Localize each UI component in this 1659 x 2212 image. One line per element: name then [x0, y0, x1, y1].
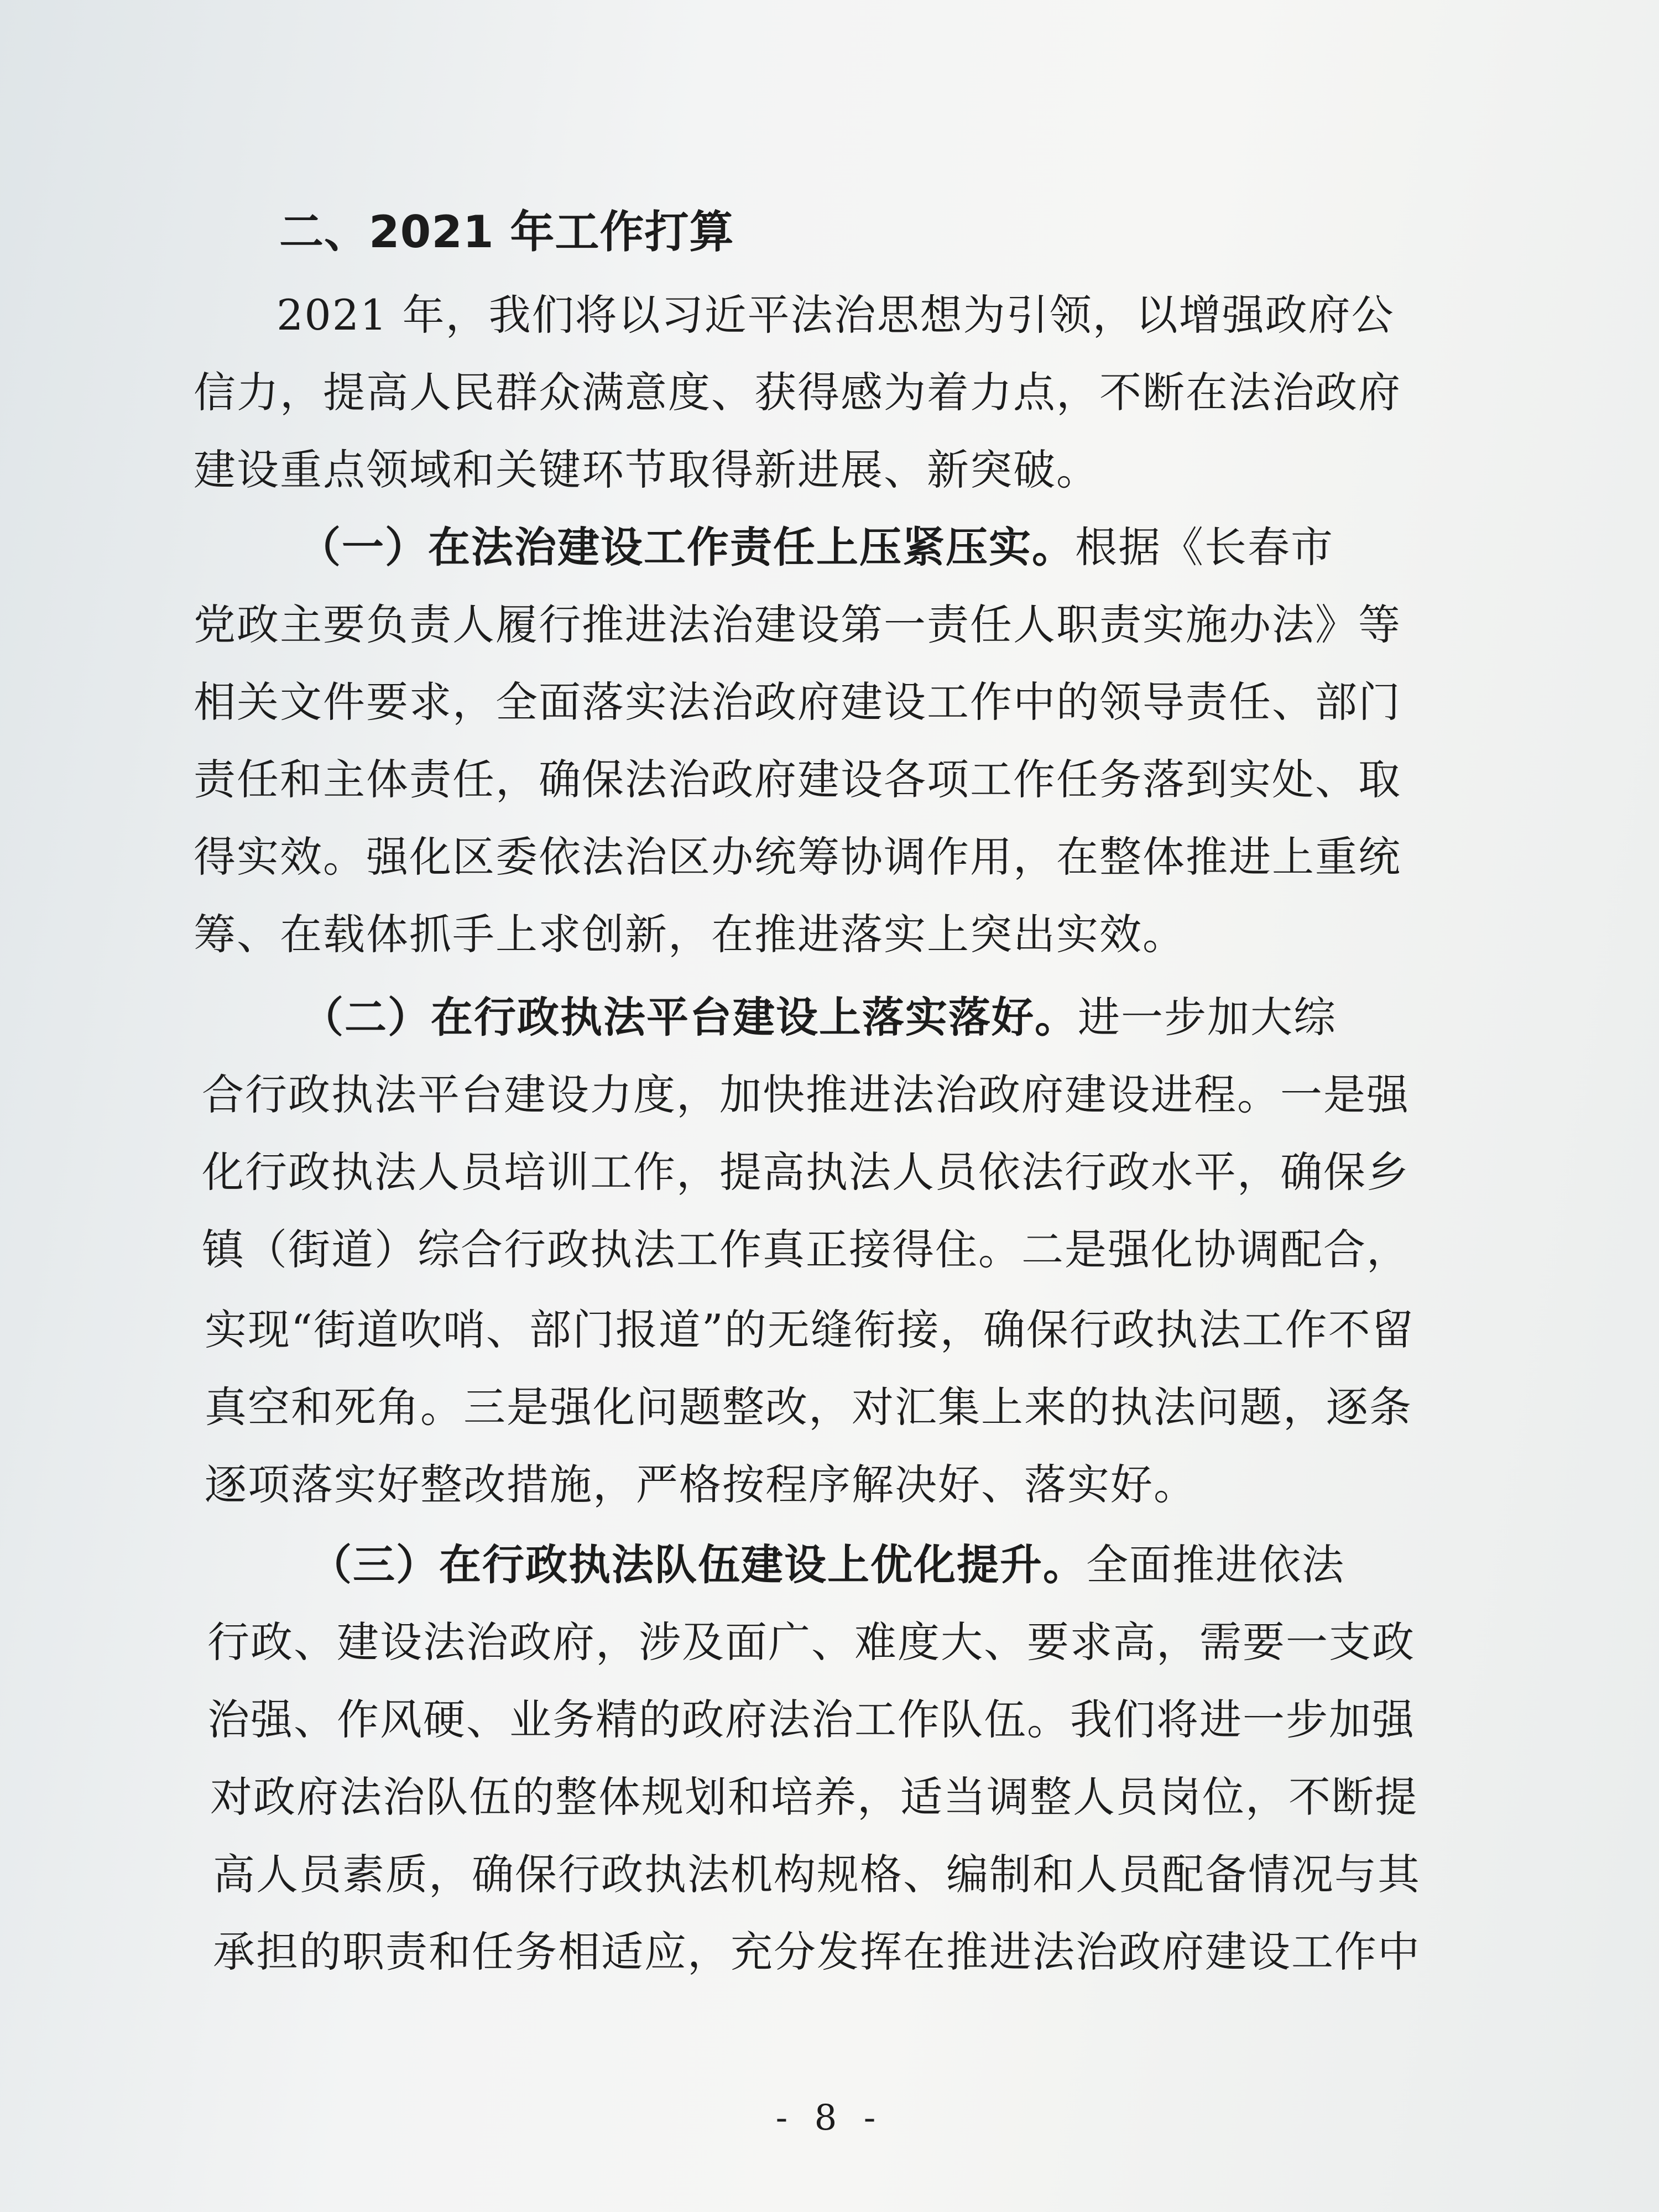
section1-line: 党政主要负责人履行推进法治建设第一责任人职责实施办法》等 — [194, 600, 1401, 649]
section2-line: 逐项落实好整改措施，严格按程序解决好、落实好。 — [205, 1460, 1197, 1509]
section1-line: 得实效。强化区委依法治区办统筹协调作用，在整体推进上重统 — [194, 832, 1401, 881]
section2-first-rest: 进一步加大综 — [1078, 993, 1337, 1042]
section3-line: 高人员素质，确保行政执法机构规格、编制和人员配备情况与其 — [213, 1850, 1421, 1899]
section1-line: 筹、在载体抓手上求创新，在推进落实上突出实效。 — [194, 910, 1186, 959]
intro-line: 信力，提高人民群众满意度、获得感为着力点，不断在法治政府 — [194, 368, 1401, 417]
intro-line: 建设重点领域和关键环节取得新进展、新突破。 — [194, 445, 1099, 494]
section1-title: （一）在法治建设工作责任上压紧压实。 — [299, 523, 1075, 572]
section1-line: 责任和主体责任，确保法治政府建设各项工作任务落到实处、取 — [194, 755, 1401, 804]
section3-line: 治强、作风硬、业务精的政府法治工作队伍。我们将进一步加强 — [207, 1695, 1415, 1744]
section2-title: （二）在行政执法平台建设上落实落好。 — [301, 993, 1078, 1042]
section3-line: 对政府法治队伍的整体规划和培养，适当调整人员岗位，不断提 — [210, 1772, 1418, 1822]
section1-first-rest: 根据《长春市 — [1075, 523, 1334, 572]
page-number: - 8 - — [775, 2098, 884, 2138]
section2-line: 真空和死角。三是强化问题整改，对汇集上来的执法问题，逐条 — [205, 1383, 1412, 1432]
section2-line: 化行政执法人员培训工作，提高执法人员依法行政水平，确保乡 — [202, 1147, 1410, 1197]
section1-first-line — [299, 520, 1334, 575]
section2-first-line — [301, 990, 1337, 1045]
section1-line: 相关文件要求，全面落实法治政府建设工作中的领导责任、部门 — [194, 677, 1401, 727]
section-heading: 二、2021 年工作打算 — [279, 206, 734, 258]
section3-first-line — [310, 1537, 1345, 1593]
section3-line: 行政、建设法治政府，涉及面广、难度大、要求高，需要一支政 — [207, 1618, 1415, 1667]
section2-line: 实现“街道吹哨、部门报道”的无缝衔接，确保行政执法工作不留 — [205, 1305, 1415, 1354]
section3-first-rest: 全面推进依法 — [1086, 1540, 1345, 1589]
section3-title: （三）在行政执法队伍建设上优化提升。 — [310, 1540, 1086, 1589]
section2-line: 镇（街道）综合行政执法工作真正接得住。二是强化协调配合， — [202, 1225, 1410, 1274]
section2-line: 合行政执法平台建设力度，加快推进法治政府建设进程。一是强 — [202, 1070, 1410, 1119]
section3-line: 承担的职责和任务相适应，充分发挥在推进法治政府建设工作中 — [213, 1927, 1421, 1976]
intro-line: 2021 年，我们将以习近平法治思想为引领，以增强政府公 — [276, 290, 1395, 340]
